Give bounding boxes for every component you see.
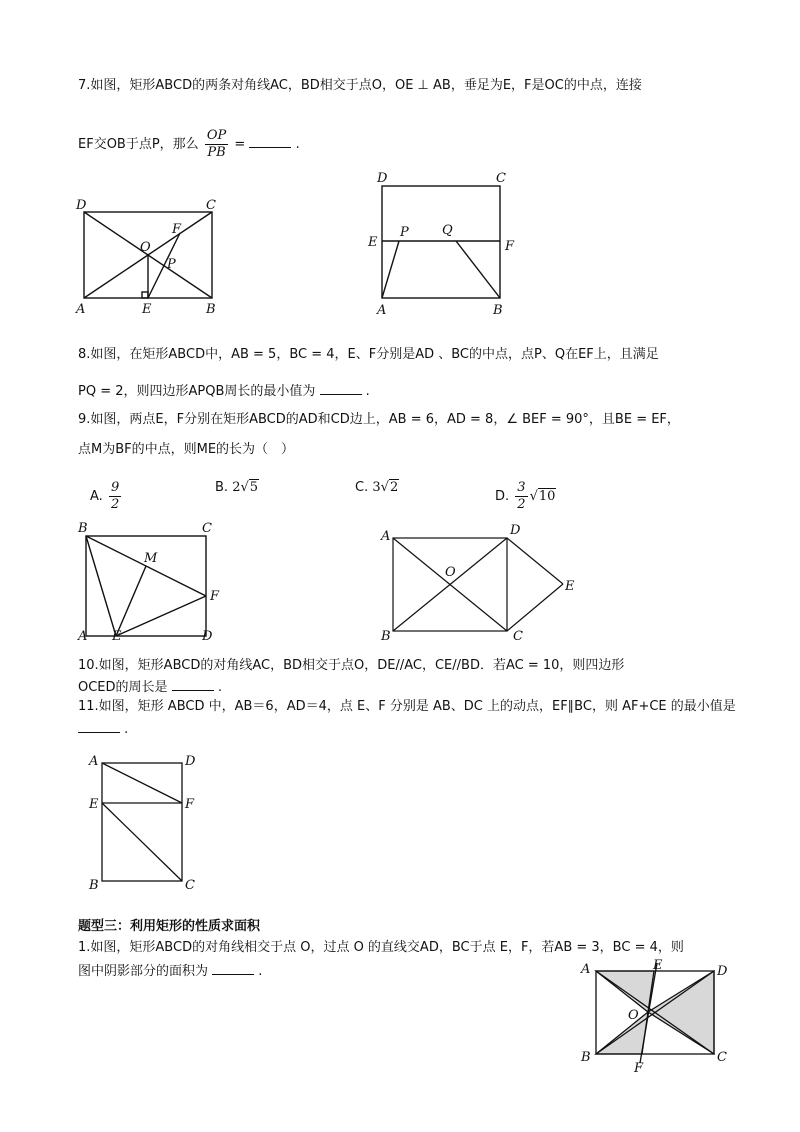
fig10-label-c: C [513, 629, 523, 644]
fig9-label-m: M [144, 551, 158, 566]
section3-q1-line1: 1.如图，矩形ABCD的对角线相交于点 O，过点 O 的直线交AD，BC于点 E，F，若AB = 3，BC = 4，则 [78, 940, 684, 955]
fig8-label-c: C [496, 171, 506, 186]
fig-s3-label-e: E [653, 958, 663, 973]
fig8-label-q: Q [442, 223, 453, 238]
fig-s3-label-a: A [581, 962, 591, 977]
q9-option-d-label: D. [495, 489, 510, 504]
q9-option-c-coef: 3 [372, 480, 381, 495]
q9-option-b-coef: 2 [232, 480, 241, 495]
section3-q1-line2 [78, 960, 262, 982]
q7-fraction [205, 128, 228, 161]
q9-line2: 点M为BF的中点，则ME的长为（ ） [78, 442, 295, 457]
fig8-label-a: A [377, 303, 387, 318]
fig8-label-f: F [505, 239, 515, 254]
q9-option-b-sqrt-icon: √ [240, 480, 249, 495]
q10-line1: 10.如图，矩形ABCD的对角线AC，BD相交于点O，DE//AC，CE//BD．若AC = 10，则四边形 [78, 658, 625, 673]
q9-option-a-frac [109, 480, 121, 513]
q9-option-d-frac [515, 480, 527, 513]
q9-option-a-den: 2 [110, 497, 120, 512]
fig7-label-d: D [76, 198, 87, 213]
fig9-label-d: D [202, 629, 213, 644]
q8-end: . [365, 384, 370, 399]
q7-equals: = [234, 137, 246, 152]
fig9-label-e: E [112, 629, 122, 644]
section3-q1-line2-text: 图中阴影部分的面积为 [78, 964, 209, 979]
section3-heading: 题型三：利用矩形的性质求面积 [78, 919, 261, 934]
q9-option-d-rad: 10 [538, 489, 556, 504]
q7-line2-text: EF交OB于点P，那么 [78, 137, 199, 152]
q9-option-c-label: C. [355, 480, 369, 495]
q7-line2 [78, 128, 300, 161]
figure-q10 [375, 520, 585, 645]
fig7-label-c: C [206, 198, 216, 213]
q7-answer-blank[interactable] [249, 133, 291, 148]
q9-option-d-den: 2 [517, 497, 526, 512]
q11-line1: 11.如图，矩形 ABCD 中，AB＝6，AD＝4，点 E、F 分别是 AB、DC 上的动点，EF∥BC，则 AF+CE 的最小值是 [78, 699, 736, 714]
q9-option-a-label: A. [90, 489, 103, 504]
q10-answer-blank[interactable] [172, 676, 214, 691]
fig8-label-b: B [493, 303, 503, 318]
q8-line2-text: PQ = 2，则四边形APQB周长的最小值为 [78, 384, 316, 399]
fig11-label-d: D [185, 754, 196, 769]
fig8-label-d: D [377, 171, 388, 186]
q10-line2 [78, 676, 222, 698]
fig10-label-e: E [565, 579, 575, 594]
q9-option-b[interactable] [215, 480, 259, 495]
q9-option-d-sqrt-icon: √ [529, 489, 538, 504]
fig-s3-label-o: O [628, 1008, 639, 1023]
q9-option-d-num: 3 [517, 480, 526, 495]
q9-option-b-rad: 5 [249, 480, 259, 495]
q9-line1: 9.如图，两点E，F分别在矩形ABCD的AD和CD边上，AB = 6，AD = 8，∠ BEF = 90°，且BE = EF， [78, 412, 680, 427]
q11-answer-blank[interactable] [78, 718, 120, 733]
fig8-label-p: P [400, 225, 409, 240]
fig9-label-b: B [78, 521, 88, 536]
fig10-label-d: D [510, 523, 521, 538]
fig11-label-c: C [185, 878, 195, 893]
q9-option-c-rad: 2 [389, 480, 399, 495]
figure-q9 [72, 518, 232, 648]
figure-q7 [70, 195, 230, 320]
q8-answer-blank[interactable] [320, 380, 362, 395]
figure-q8 [365, 168, 525, 318]
fig7-label-a: A [76, 302, 86, 317]
q11-line2 [78, 718, 128, 740]
q7-frac-den: PB [207, 145, 226, 160]
q10-end: . [217, 680, 222, 695]
q9-option-c-sqrt-icon: √ [380, 480, 389, 495]
fig10-label-a: A [381, 529, 391, 544]
fig8-label-e: E [368, 235, 378, 250]
q9-option-d[interactable] [495, 480, 556, 513]
figure-q11 [85, 752, 205, 897]
section3-q1-end: . [258, 964, 263, 979]
fig-s3-label-b: B [581, 1050, 591, 1065]
q9-option-c[interactable] [355, 480, 399, 495]
fig10-label-o: O [445, 565, 456, 580]
q9-option-a-num: 9 [110, 480, 120, 495]
fig7-label-b: B [206, 302, 216, 317]
fig11-label-b: B [89, 878, 99, 893]
fig11-label-e: E [89, 797, 99, 812]
fig11-label-f: F [185, 797, 195, 812]
q9-option-b-label: B. [215, 480, 229, 495]
fig10-label-b: B [381, 629, 391, 644]
fig9-label-f: F [210, 589, 220, 604]
fig7-label-e: E [142, 302, 152, 317]
fig-s3-label-c: C [717, 1050, 727, 1065]
q10-line2-text: OCED的周长是 [78, 680, 168, 695]
fig11-label-a: A [89, 754, 99, 769]
q9-option-a[interactable] [90, 480, 123, 513]
fig-s3-label-f: F [634, 1061, 644, 1076]
fig7-label-p: P [167, 257, 176, 272]
q8-line1: 8.如图，在矩形ABCD中，AB = 5，BC = 4，E、F分别是AD 、BC的中点，点P、Q在EF上，且满足 [78, 347, 659, 362]
fig7-label-o: O [140, 240, 151, 255]
fig-s3-label-d: D [717, 964, 728, 979]
q7-frac-num: OP [206, 128, 227, 143]
q7-end: . [295, 137, 300, 152]
section3-q1-answer-blank[interactable] [212, 960, 254, 975]
q8-line2 [78, 380, 370, 402]
figure-section3-q1 [576, 955, 736, 1075]
fig9-label-a: A [78, 629, 88, 644]
q11-end: . [124, 722, 129, 737]
q7-line1: 7.如图，矩形ABCD的两条对角线AC，BD相交于点O，OE ⊥ AB，垂足为E，F是OC的中点，连接 [78, 78, 642, 93]
fig9-label-c: C [202, 521, 212, 536]
fig7-label-f: F [172, 222, 182, 237]
